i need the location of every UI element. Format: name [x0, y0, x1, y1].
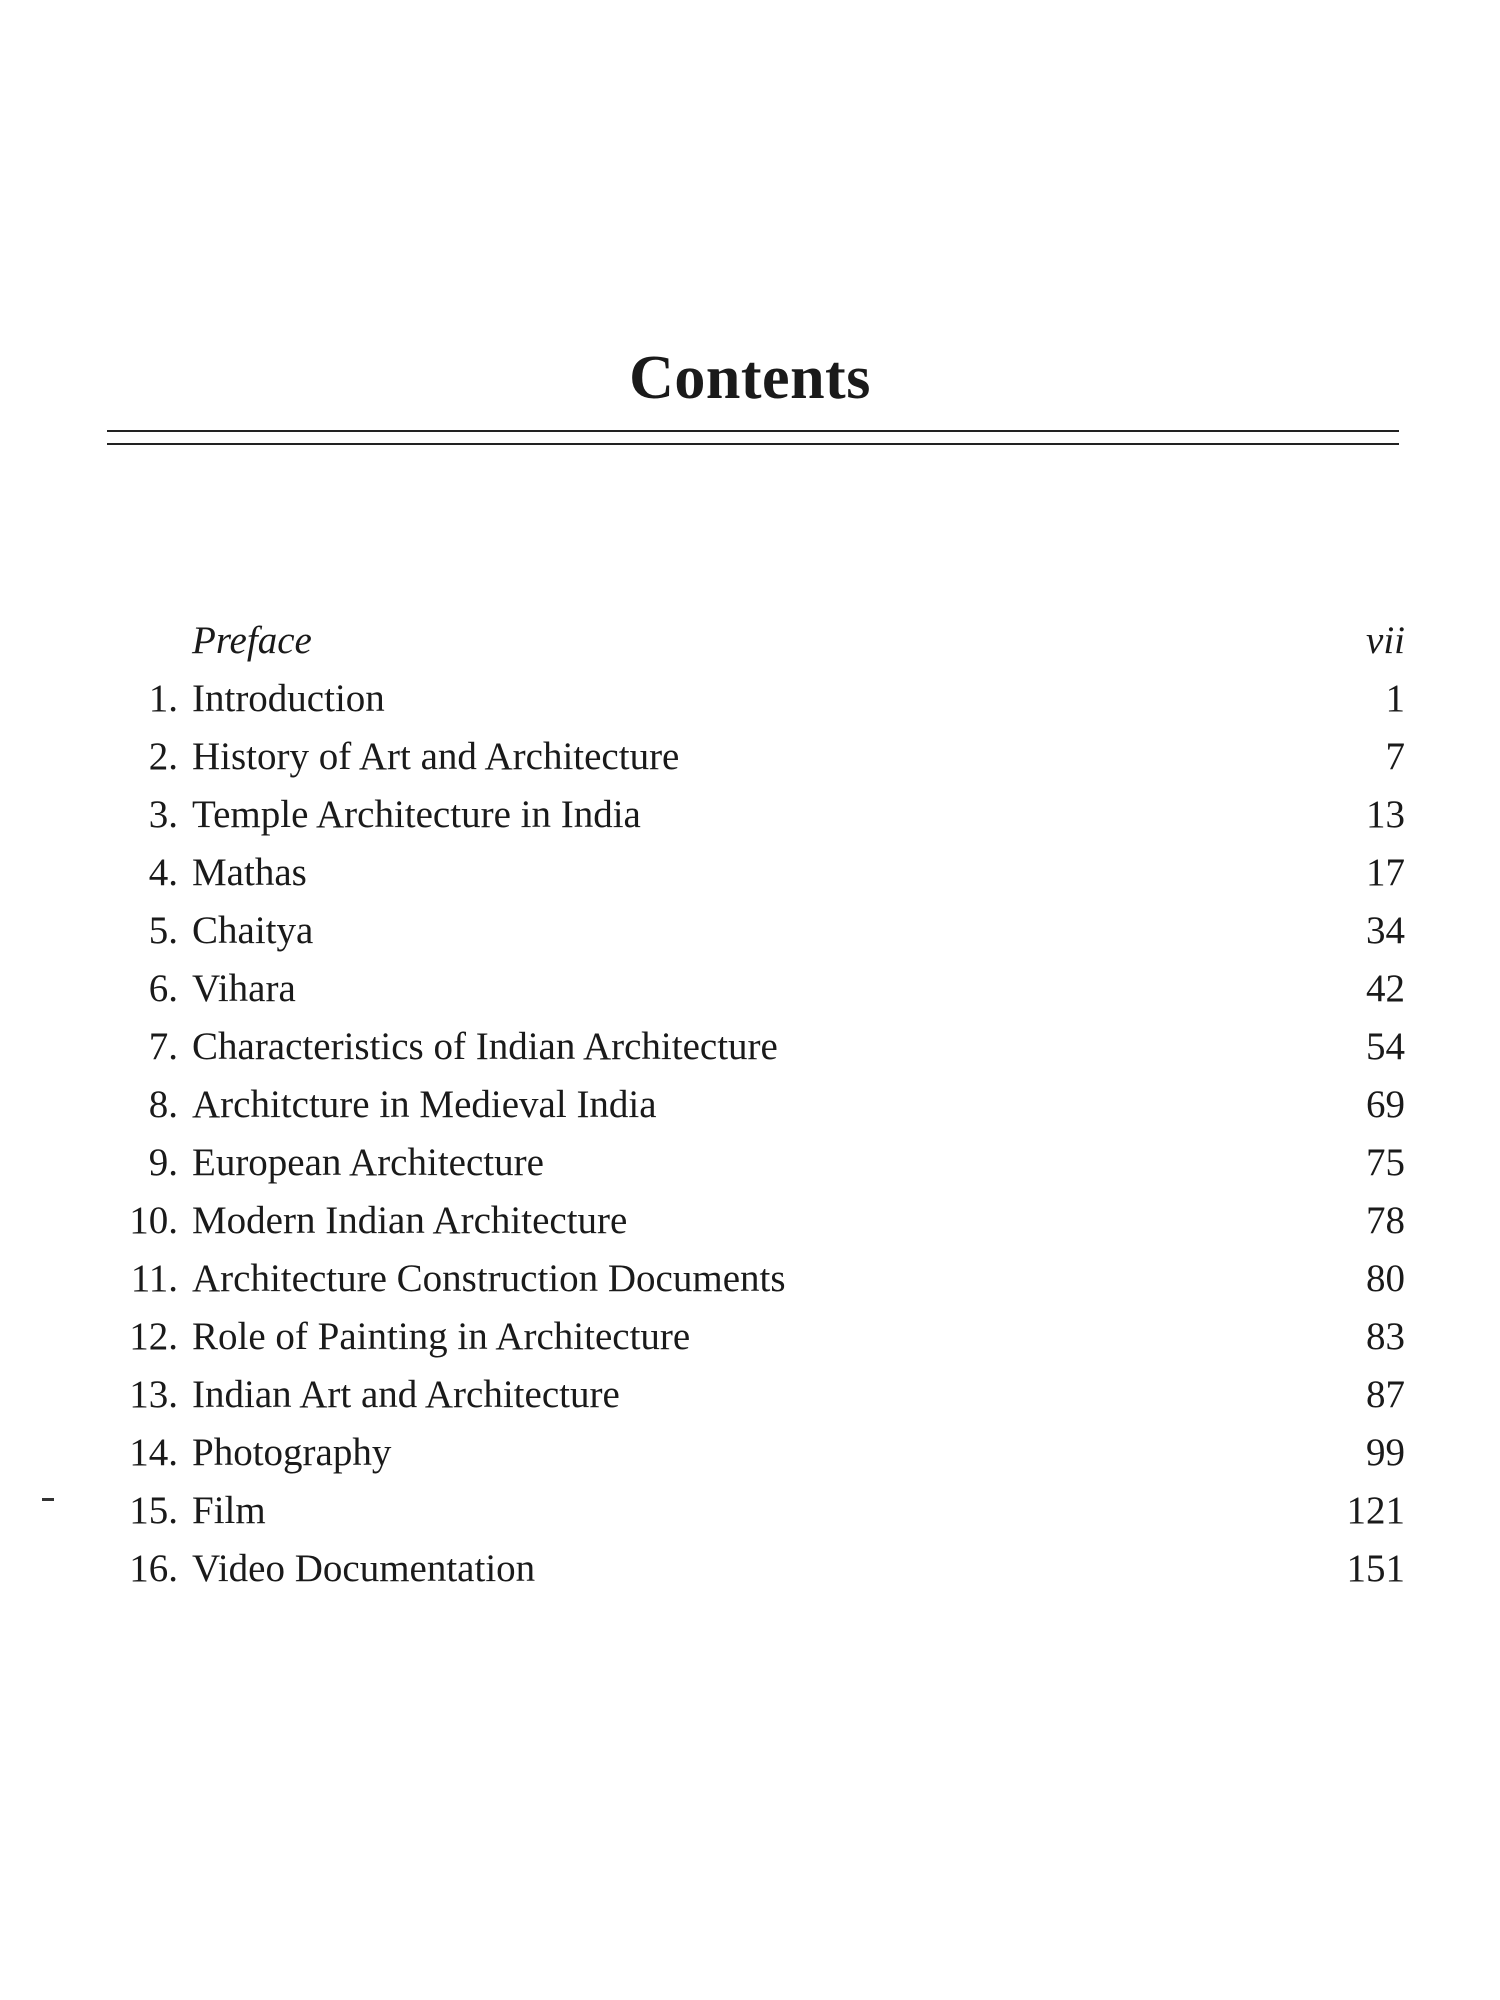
- toc-entry[interactable]: [100, 1134, 1405, 1192]
- toc-entry[interactable]: [100, 728, 1405, 786]
- toc-entry[interactable]: [100, 1424, 1405, 1482]
- toc-entry-number: 6.: [148, 967, 178, 1010]
- toc-entry-page: 87: [1366, 1373, 1405, 1416]
- toc-entry-title: Film: [192, 1489, 266, 1532]
- toc-entry-page: 99: [1366, 1431, 1405, 1474]
- toc-entry-page: 1: [1385, 677, 1405, 720]
- toc-entry-title: Modern Indian Architecture: [192, 1199, 628, 1242]
- toc-entry-number: 11.: [130, 1257, 178, 1300]
- toc-entry-number: 16.: [129, 1547, 178, 1590]
- toc-entry-title: Introduction: [192, 677, 385, 720]
- toc-entry[interactable]: [100, 902, 1405, 960]
- toc-entry-number: 7.: [148, 1025, 178, 1068]
- toc-entry-title: Architecture Construction Documents: [192, 1257, 786, 1300]
- toc-entry-page: 34: [1366, 909, 1405, 952]
- toc-entry-page: 121: [1346, 1489, 1405, 1532]
- margin-mark: [42, 1498, 54, 1501]
- toc-entry-title: Mathas: [192, 851, 307, 894]
- toc-entry-title: Photography: [192, 1431, 392, 1474]
- toc-entry-number: 15.: [129, 1489, 178, 1532]
- title-rule-top: [107, 430, 1399, 432]
- toc-entry-title: Indian Art and Architecture: [192, 1373, 620, 1416]
- toc-entry-page: 78: [1366, 1199, 1405, 1242]
- toc-entry-title: Vihara: [192, 967, 296, 1010]
- toc-entry-number: 10.: [129, 1199, 178, 1242]
- toc-entry-title: History of Art and Architecture: [192, 735, 680, 778]
- toc-entry-title: Characteristics of Indian Architecture: [192, 1025, 778, 1068]
- toc-entry-page: 17: [1366, 851, 1405, 894]
- toc-entry[interactable]: [100, 1540, 1405, 1598]
- toc-entry[interactable]: [100, 1192, 1405, 1250]
- toc-entry-number: 2.: [148, 735, 178, 778]
- toc-entry-page: 69: [1366, 1083, 1405, 1126]
- toc-entry[interactable]: [100, 1018, 1405, 1076]
- toc-entry[interactable]: [100, 844, 1405, 902]
- toc-entry-title: Preface: [192, 619, 312, 662]
- toc-entry-preface[interactable]: [100, 612, 1405, 670]
- toc-entry[interactable]: [100, 1482, 1405, 1540]
- toc-entry-title: European Architecture: [192, 1141, 544, 1184]
- toc-entry-title: Temple Architecture in India: [192, 793, 641, 836]
- toc-entry-number: 14.: [129, 1431, 178, 1474]
- toc-entry-number: 9.: [148, 1141, 178, 1184]
- toc-entry-title: Video Documentation: [192, 1547, 536, 1590]
- page-title: Contents: [629, 343, 871, 412]
- toc-entry-number: 3.: [148, 793, 178, 836]
- toc-entry-page: vii: [1366, 619, 1405, 662]
- title-rule-bottom: [107, 443, 1399, 445]
- toc-entry-page: 7: [1385, 735, 1405, 778]
- toc-entry-page: 54: [1366, 1025, 1405, 1068]
- toc-entry-page: 151: [1346, 1547, 1405, 1590]
- toc-entry[interactable]: [100, 1366, 1405, 1424]
- toc-entry[interactable]: [100, 1308, 1405, 1366]
- toc-entry-page: 80: [1366, 1257, 1405, 1300]
- toc-entry-number: 12.: [129, 1315, 178, 1358]
- toc-entry-number: 1.: [148, 677, 178, 720]
- toc-entry-title: Role of Painting in Architecture: [192, 1315, 691, 1358]
- toc-entry-page: 83: [1366, 1315, 1405, 1358]
- toc-entry-number: 4.: [148, 851, 178, 894]
- toc-entry-title: Architcture in Medieval India: [192, 1083, 657, 1126]
- toc-entry-number: 8.: [148, 1083, 178, 1126]
- toc-entry[interactable]: [100, 1250, 1405, 1308]
- toc-entry-title: Chaitya: [192, 909, 314, 952]
- table-of-contents: [100, 612, 1405, 1598]
- toc-entry-page: 13: [1366, 793, 1405, 836]
- toc-entry[interactable]: [100, 786, 1405, 844]
- toc-entry-number: 13.: [129, 1373, 178, 1416]
- toc-entry-page: 42: [1366, 967, 1405, 1010]
- toc-entry[interactable]: [100, 960, 1405, 1018]
- toc-entry-number: 5.: [148, 909, 178, 952]
- toc-entry[interactable]: [100, 1076, 1405, 1134]
- toc-entry[interactable]: [100, 670, 1405, 728]
- toc-entry-page: 75: [1366, 1141, 1405, 1184]
